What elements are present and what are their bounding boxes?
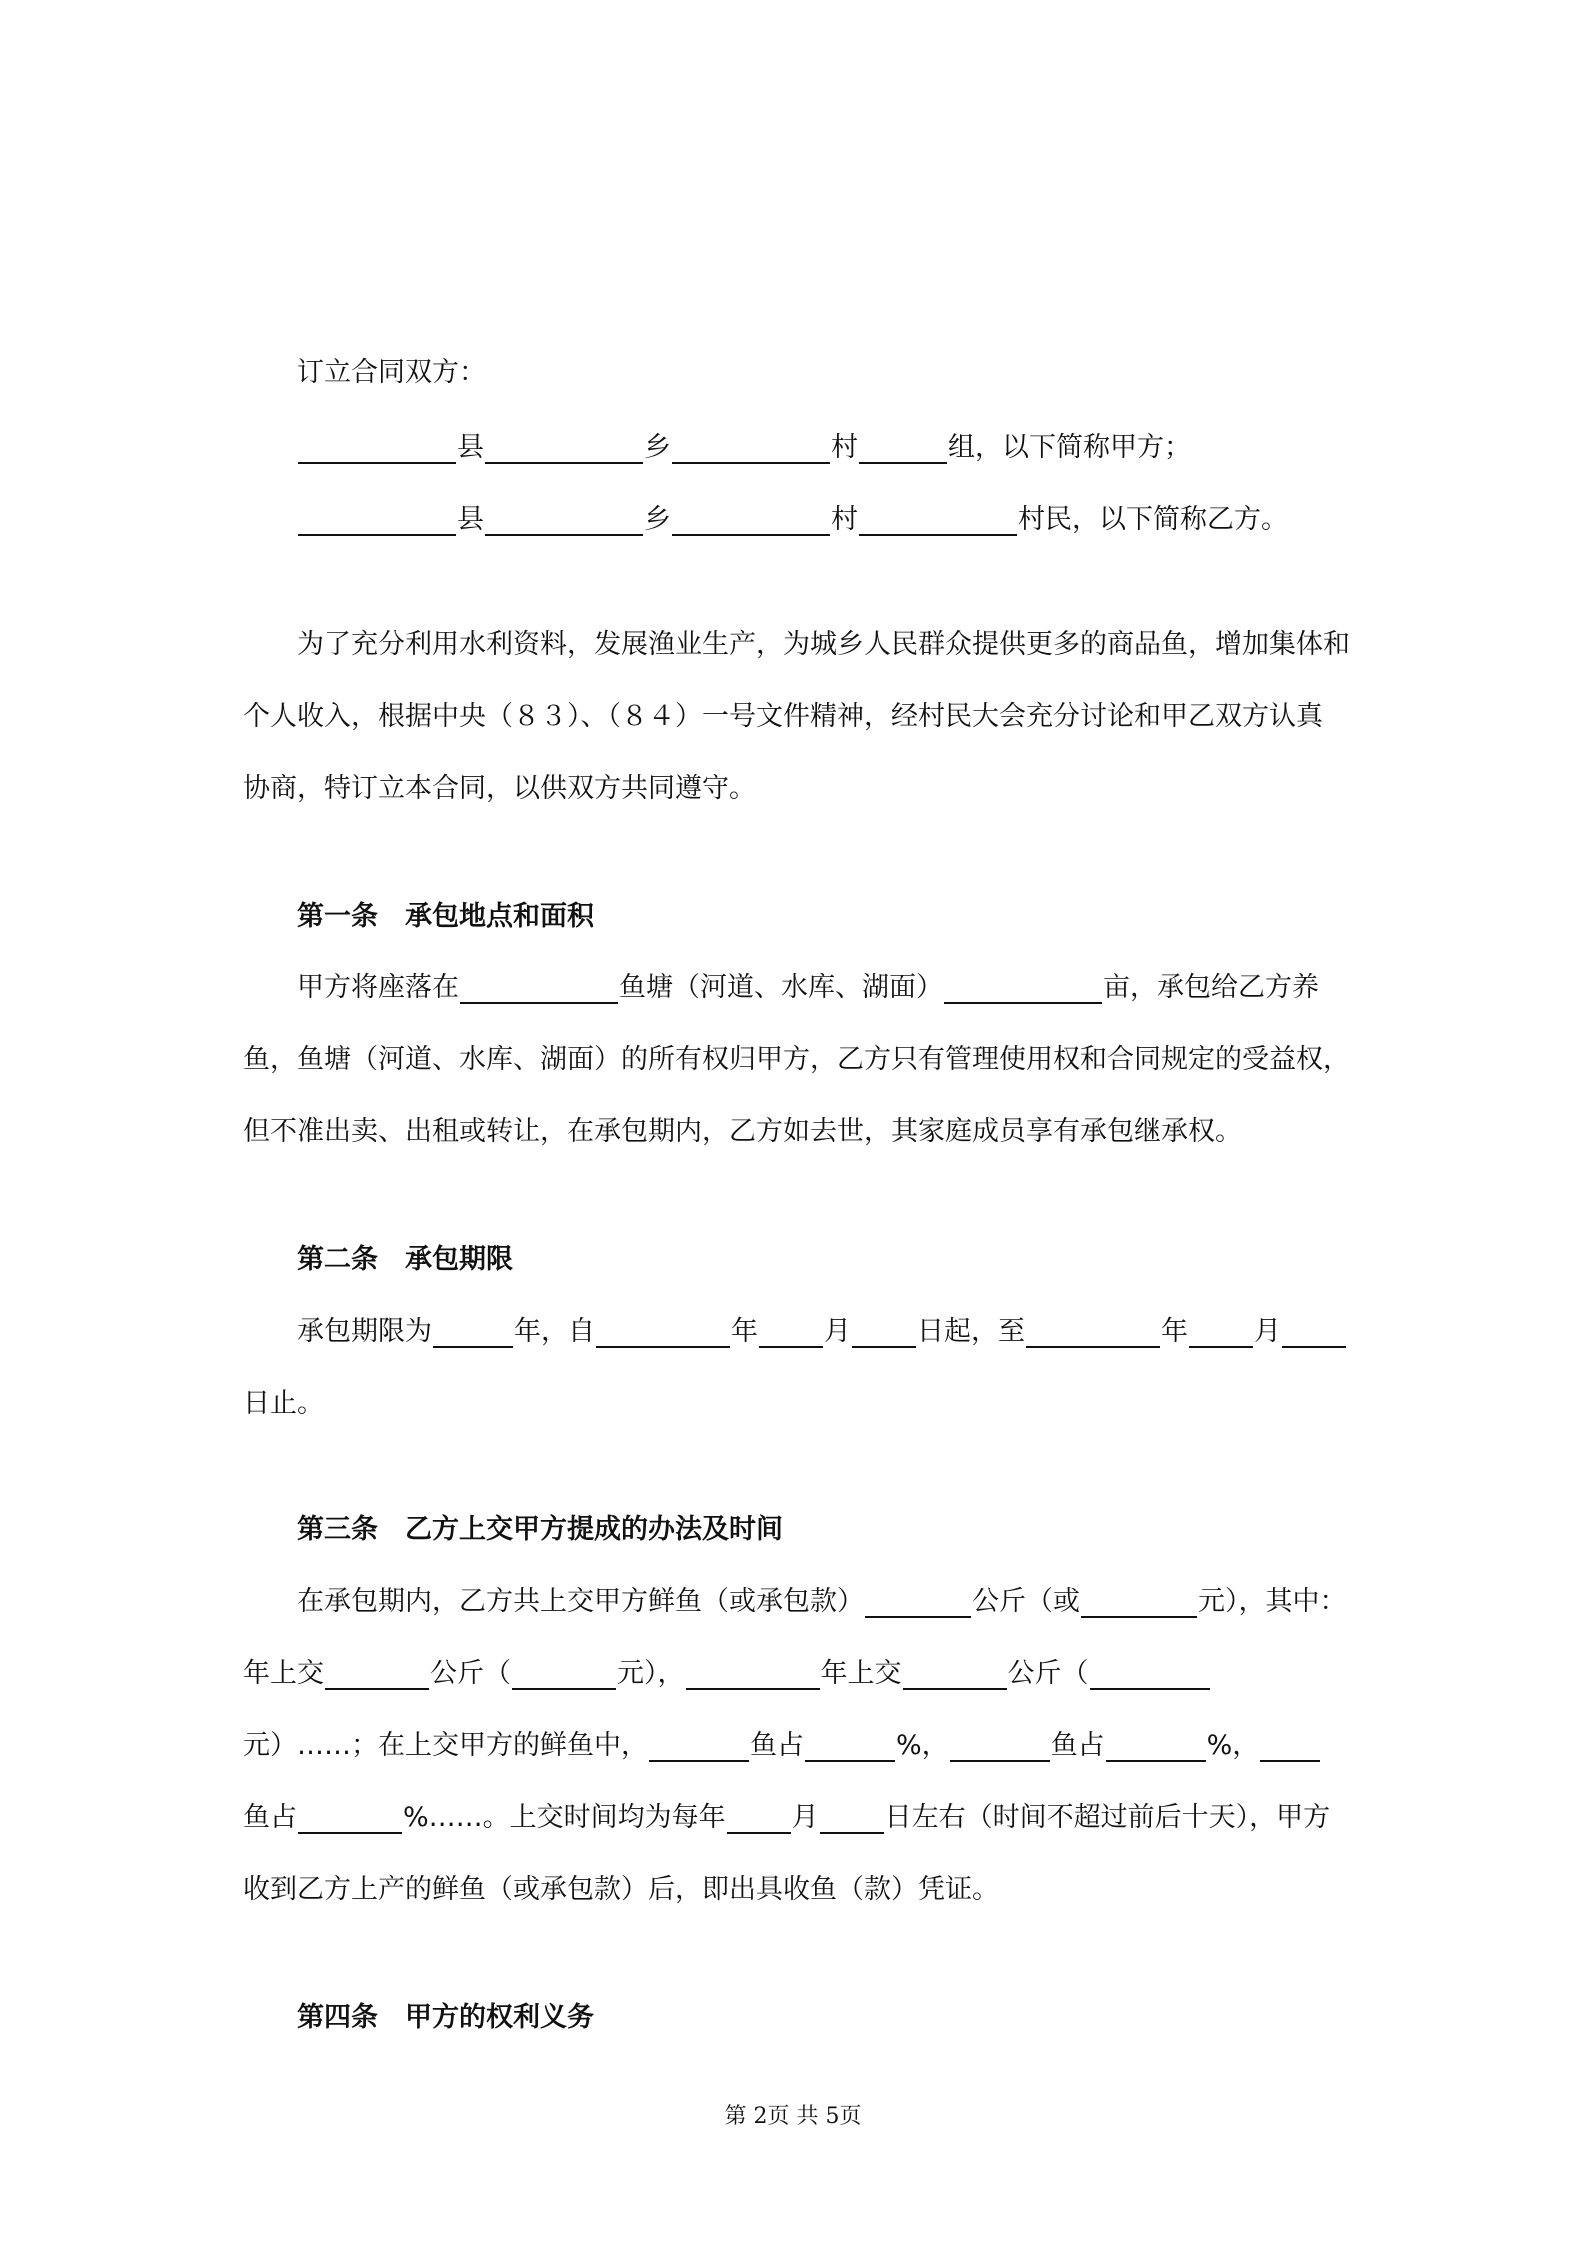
area-blank[interactable]: [944, 972, 1102, 1004]
page-number-footer: 第 2页 共 5页: [724, 2104, 862, 2129]
fish-type-1-blank[interactable]: [649, 1730, 749, 1762]
start-month-blank[interactable]: [759, 1316, 823, 1348]
article-3-line-4: 鱼占 %……。上交时间均为每年 月 日左右（时间不超过前后十天），甲方: [243, 1802, 1331, 1833]
article-3-line-5: 收到乙方上产的鲜鱼（或承包款）后，即出具收鱼（款）凭证。: [243, 1874, 999, 1905]
party-a-line: 县 乡 村 组，以下简称甲方；: [297, 428, 1417, 468]
villager-blank-b[interactable]: [859, 504, 1017, 536]
article-1-heading: 第一条 承包地点和面积: [297, 901, 594, 932]
start-year-blank[interactable]: [596, 1316, 730, 1348]
article-1-line-3: 但不准出卖、出租或转让，在承包期内，乙方如去世，其家庭成员享有承包继承权。: [243, 1116, 1242, 1147]
end-year-blank[interactable]: [1026, 1316, 1160, 1348]
township-blank-a[interactable]: [485, 432, 643, 464]
end-day-blank[interactable]: [1282, 1316, 1346, 1348]
year1-yuan-blank[interactable]: [512, 1658, 616, 1690]
location-blank[interactable]: [460, 972, 618, 1004]
parties-label: [297, 353, 1417, 393]
village-blank-b[interactable]: [672, 504, 830, 536]
preamble-line-3: 协商，特订立本合同，以供双方共同遵守。: [243, 773, 756, 804]
article-2-line-1: 承包期限为 年，自 年 月 日起，至 年 月: [297, 1312, 1417, 1352]
end-month-blank[interactable]: [1189, 1316, 1253, 1348]
article-2-line-2: 日止。: [243, 1388, 324, 1419]
parties-label-text: 订立合同双方：: [297, 357, 486, 388]
party-b-line: 县 乡 村 村民，以下简称乙方。: [297, 500, 1417, 540]
article-3-line-1: 在承包期内，乙方共上交甲方鲜鱼（或承包款） 公斤（或 元），其中：: [297, 1586, 1347, 1617]
fish-pct-1-blank[interactable]: [805, 1730, 895, 1762]
village-blank-a[interactable]: [672, 432, 830, 464]
article-3-line-2: 年上交 公斤（ 元）， 年上交 公斤（: [243, 1654, 1363, 1694]
fish-pct-3-blank[interactable]: [298, 1802, 402, 1834]
article-1-line-1: 甲方将座落在 鱼塘（河道、水库、湖面） 亩，承包给乙方养: [297, 972, 1319, 1003]
county-blank-a[interactable]: [298, 432, 456, 464]
group-blank-a[interactable]: [859, 432, 947, 464]
year2-yuan-blank[interactable]: [1090, 1658, 1210, 1690]
article-1-line-2: 鱼，鱼塘（河道、水库、湖面）的所有权归甲方，乙方只有管理使用权和合同规定的受益权，: [243, 1044, 1350, 1075]
year1-kg-blank[interactable]: [325, 1658, 429, 1690]
term-years-blank[interactable]: [433, 1316, 513, 1348]
fish-total-blank[interactable]: [865, 1586, 971, 1618]
money-total-blank[interactable]: [1081, 1586, 1197, 1618]
fish-type-2-blank[interactable]: [950, 1730, 1050, 1762]
preamble-line-1: 为了充分利用水利资料，发展渔业生产，为城乡人民群众提供更多的商品鱼，增加集体和: [297, 629, 1350, 660]
delivery-month-blank[interactable]: [727, 1802, 791, 1834]
year2-kg-blank[interactable]: [903, 1658, 1007, 1690]
fish-type-3-blank[interactable]: [1260, 1730, 1320, 1762]
year2-blank[interactable]: [686, 1658, 820, 1690]
township-blank-b[interactable]: [485, 504, 643, 536]
delivery-day-blank[interactable]: [820, 1802, 884, 1834]
start-day-blank[interactable]: [852, 1316, 916, 1348]
article-3-heading: 第三条 乙方上交甲方提成的办法及时间: [297, 1514, 783, 1545]
fish-pct-2-blank[interactable]: [1106, 1730, 1206, 1762]
article-3-line-3: 元）……；在上交甲方的鲜鱼中， 鱼占 %， 鱼占 %，: [243, 1726, 1363, 1766]
county-blank-b[interactable]: [298, 504, 456, 536]
preamble-line-2: 个人收入，根据中央（８３）、（８４）一号文件精神，经村民大会充分讨论和甲乙双方认真: [243, 701, 1323, 732]
article-2-heading: 第二条 承包期限: [297, 1244, 513, 1275]
article-4-heading: 第四条 甲方的权利义务: [297, 2002, 594, 2033]
